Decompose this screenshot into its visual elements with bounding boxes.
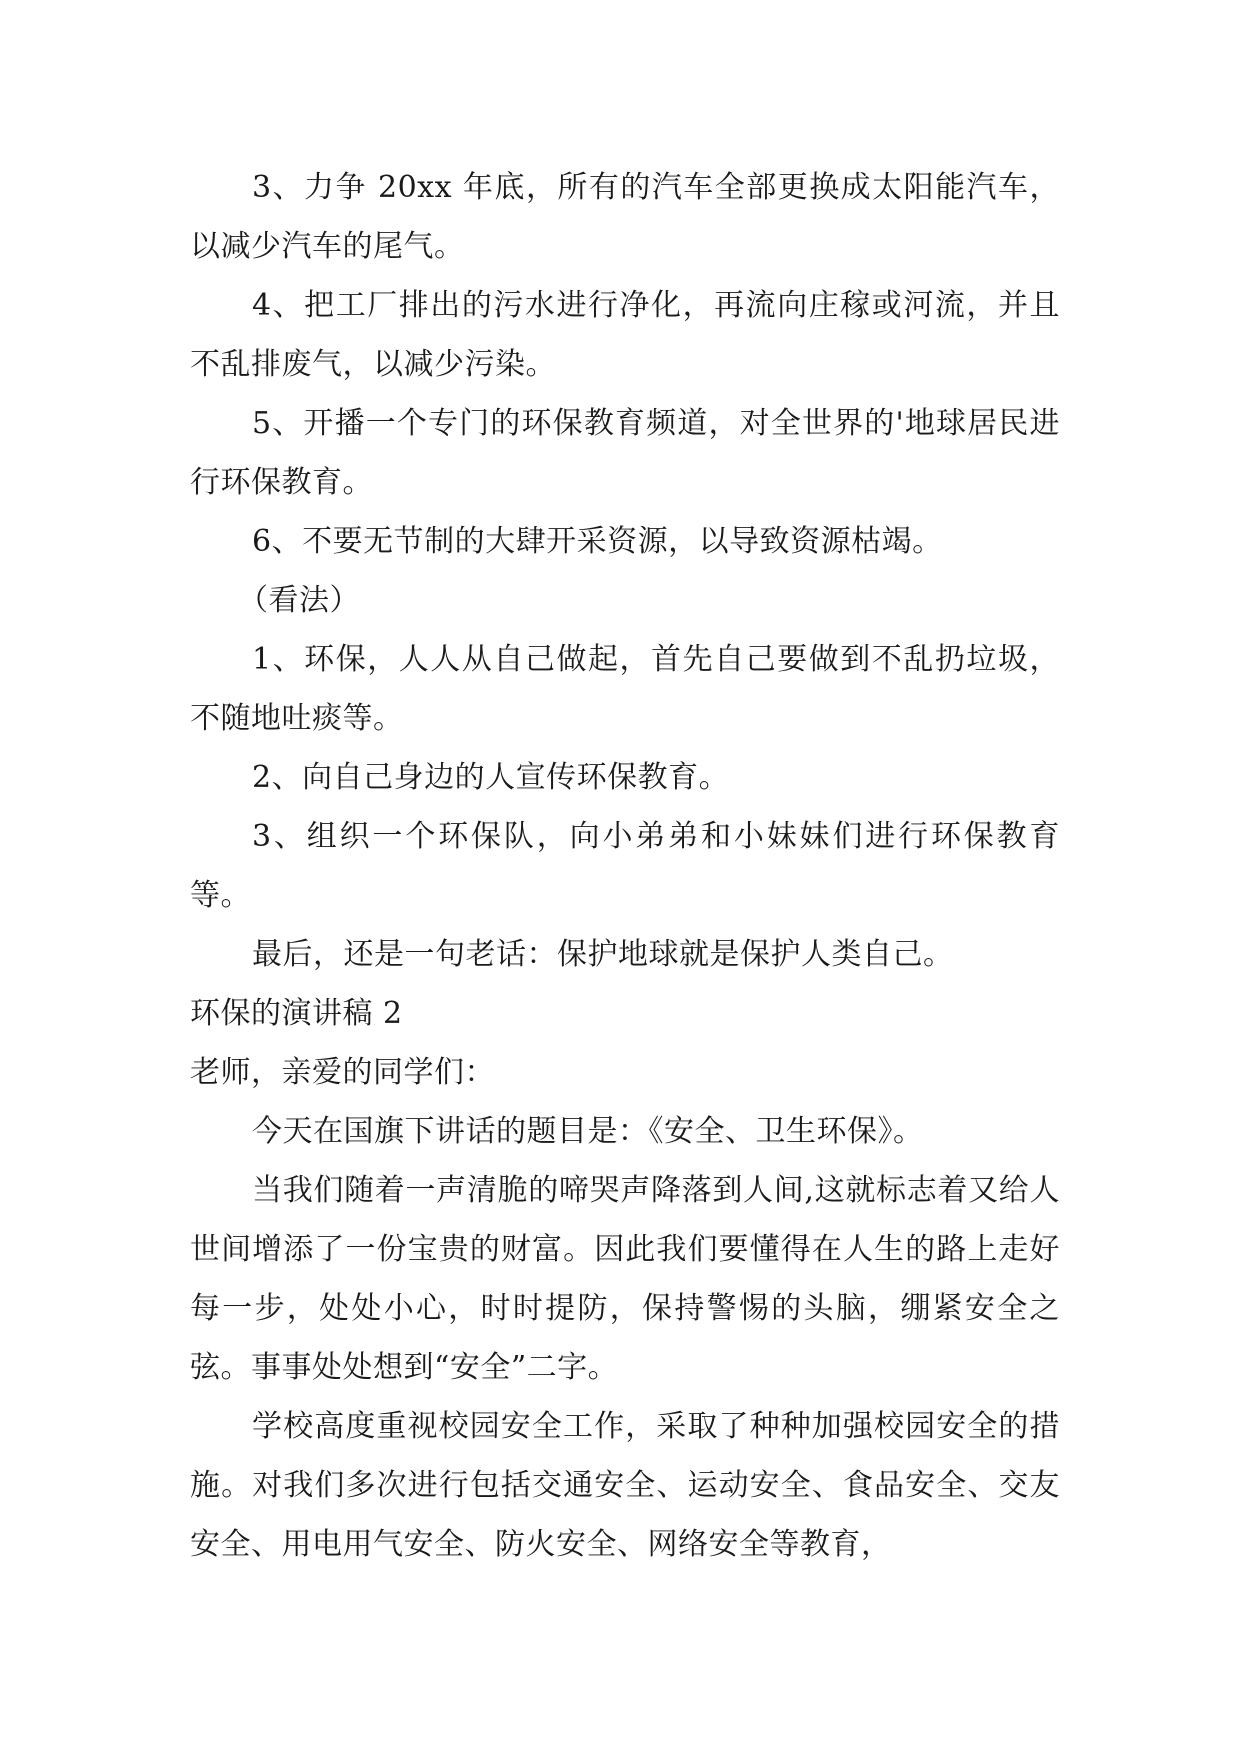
speech-2-title: 环保的演讲稿 2 [190,996,403,1031]
paragraph-school-safety: 学校高度重视校园安全工作，采取了种种加强校园安全的措施。对我们多次进行包括交通安全、运动安全、食品安全、交友安全、用电用气安全、防火安全、网络安全等教育， [190,1409,1060,1562]
paragraph-topic: 今天在国旗下讲话的题目是：《安全、卫生环保》。 [252,1114,924,1149]
speech-2-salutation: 老师，亲爱的同学们： [190,1055,495,1090]
paragraph-suggestion-4: 4、把工厂排出的污水进行净化，再流向庄稼或河流，并且不乱排废气，以减少污染。 [190,288,1060,382]
paragraph-opinion-1: 1、环保，人人从自己做起，首先自己要做到不乱扔垃圾，不随地吐痰等。 [190,642,1060,736]
section-label-opinion: （看法） [238,583,360,618]
paragraph-safety-intro: 当我们随着一声清脆的啼哭声降落到人间,这就标志着又给人世间增添了一份宝贵的财富。因此我们要懂得在人生的路上走好每一步，处处小心，时时提防，保持警惕的头脑，绷紧安全之弦。事事处处想到“安全”二字。 [190,1173,1060,1385]
paragraph-suggestion-5: 5、开播一个专门的环保教育频道，对全世界的'地球居民进行环保教育。 [190,406,1060,500]
paragraph-opinion-2: 2、向自己身边的人宣传环保教育。 [252,760,730,795]
paragraph-suggestion-6: 6、不要无节制的大肆开采资源，以导致资源枯竭。 [252,524,943,559]
paragraph-conclusion: 最后，还是一句老话：保护地球就是保护人类自己。 [252,937,954,972]
document-body [190,158,1060,1574]
paragraph-opinion-3: 3、组织一个环保队，向小弟弟和小妹妹们进行环保教育等。 [190,819,1060,913]
paragraph-suggestion-3: 3、力争 20xx 年底，所有的汽车全部更换成太阳能汽车，以减少汽车的尾气。 [190,170,1060,264]
